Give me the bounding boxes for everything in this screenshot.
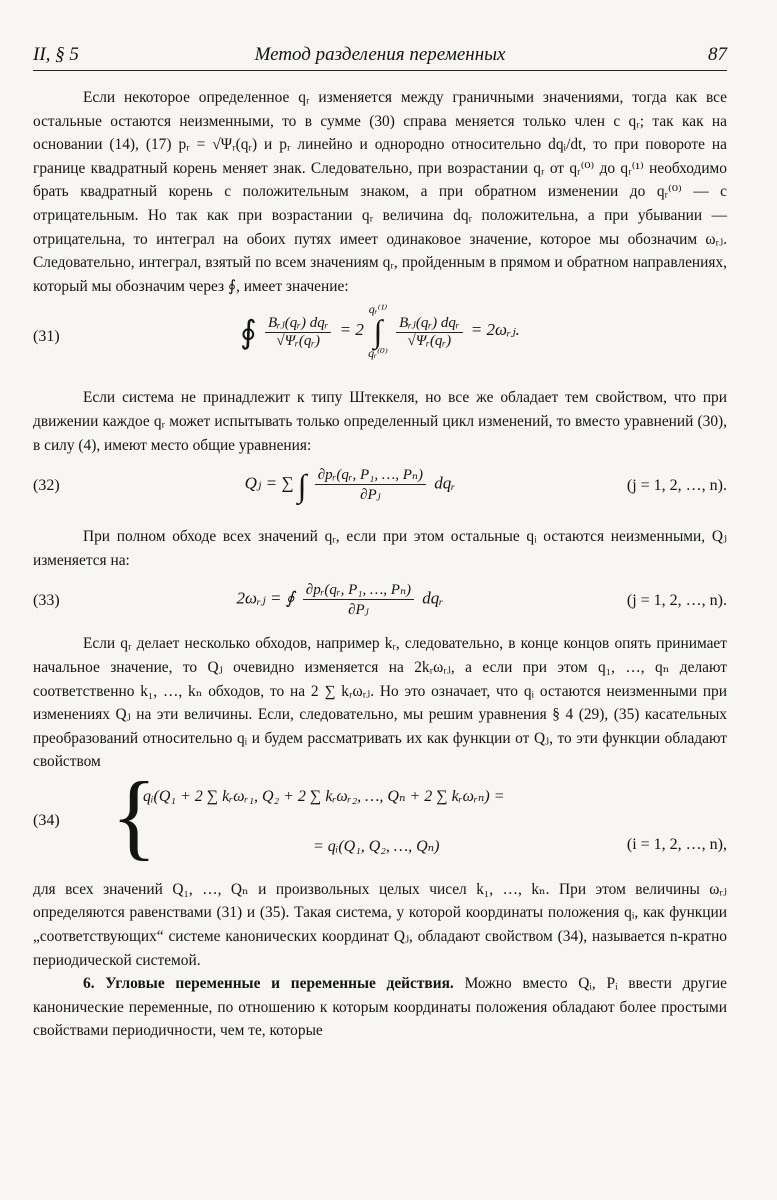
running-title: Метод разделения переменных: [254, 44, 506, 65]
differential: dqᵣ: [434, 473, 456, 493]
header-rule: [33, 70, 727, 71]
partial-fraction: [315, 465, 426, 504]
index-condition: (i = 1, 2, …, n),: [626, 835, 727, 853]
index-condition: (j = 1, 2, …, n).: [626, 592, 727, 610]
lhs-sum: Qⱼ = ∑: [244, 473, 294, 493]
page: [33, 40, 727, 1043]
numerator: ∂pᵣ(qᵣ, P₁, …, Pₙ): [303, 580, 414, 600]
contour-integral-sign: ∮: [240, 314, 257, 351]
rhs-fraction: [396, 313, 462, 350]
upper-limit: qᵣ⁽¹⁾: [368, 302, 388, 317]
paragraph-2: Если система не принадлежит к типу Штеккеля, но все же обладает тем свойством, что при движении каждое qᵣ может испытывать только определенный цикл изменений, то вместо уравнений (30), в силу (4), имеют место общие уравнения:: [33, 389, 727, 454]
section-heading: 6. Угловые переменные и переменные действия.: [83, 975, 454, 993]
numerator: ∂pᵣ(qᵣ, P₁, …, Pₙ): [315, 465, 426, 485]
denominator: ∂Pⱼ: [348, 602, 369, 619]
lower-limit: qᵣ⁽⁰⁾: [368, 346, 388, 361]
equation-34-line-2: = qᵢ(Q₁, Q₂, …, Qₙ): [313, 837, 440, 855]
equation-31: [33, 298, 727, 386]
equation-number-33: (33): [33, 592, 60, 610]
equation-number-31: (31): [33, 328, 60, 346]
equation-number-32: (32): [33, 477, 60, 495]
paragraph-6: [33, 972, 727, 1043]
differential: dqᵣ: [422, 588, 444, 608]
paragraph-1: Если некоторое определенное qᵣ изменяется между граничными значениями, тогда как все остальные остаются неизменными, то в сумме (30) справа меняется только член с qᵣ; так как на основании (14), (17) pᵣ = √Ψᵣ(qᵣ) и pᵣ линейно и однородно относительно dqᵢ/dt, то при повороте на границе квадратный корень меняет знак. Следовательно, при возрастании qᵣ от qᵣ⁽⁰⁾ до qᵣ⁽¹⁾ необходимо брать квадратный корень с положительным знаком, а при обратном изменении до qᵣ⁽⁰⁾ — с отрицательным. Но так как при возрастании qᵣ величина dqᵣ положительна, а при убывании — отрицательна, то интеграл на обоих путях имеет одинаковое значение, которое мы обозначим ωᵣⱼ. Следовательно, интеграл, взятый по всем значениям qᵣ, пройденным в прямом и обратном направлениях, который мы обозначим через ∮, имеет значение:: [33, 89, 727, 295]
paragraph-6-text: Можно вместо Qᵢ, Pᵢ ввести другие канонические переменные, по отношению к которым координаты положения обладают более простыми свойствами периодичности, чем те, которые: [33, 975, 727, 1040]
equation-34: [33, 761, 727, 878]
integral-with-limits: [368, 302, 388, 360]
equation-32: [33, 457, 727, 525]
lhs-fraction: [265, 313, 331, 350]
paragraph-4: Если qᵣ делает несколько обходов, например kᵣ, следовательно, в конце концов опять принимает начальное значение, то Qⱼ очевидно изменяется на 2kᵣωᵣⱼ, а если при этом q₁, …, qₙ делают соответственно k₁, …, kₙ обходов, то на 2 ∑ kᵣωᵣⱼ. Но это означает, что qᵢ остаются неизменными при изменениях Qⱼ на эти величины. Если, следовательно, мы решим уравнения § 4 (29), (35) касательных преобразований относительно qᵢ и будем рассматривать их как функции от Qⱼ, то эти функции обладают свойством: [33, 635, 727, 771]
rhs-value: = 2ωᵣⱼ.: [470, 320, 520, 340]
lhs-contour: 2ωᵣⱼ = ∮: [236, 588, 295, 608]
paragraph-3: При полном обходе всех значений qᵣ, если при этом остальные qᵢ остаются неизменными, Qⱼ изменяется на:: [33, 528, 727, 569]
chapter-section-label: II, § 5: [33, 44, 79, 65]
equals-two: = 2: [339, 320, 364, 340]
equation-34-line-1: qᵢ(Q₁ + 2 ∑ kᵣωᵣ₁, Q₂ + 2 ∑ kᵣωᵣ₂, …, Qₙ + 2 ∑ kᵣωᵣₙ) =: [143, 787, 505, 805]
lhs-denominator: √Ψᵣ(qᵣ): [276, 332, 321, 349]
index-condition: (j = 1, 2, …, n).: [626, 477, 727, 495]
page-number: 87: [708, 44, 727, 65]
denominator: ∂Pⱼ: [360, 487, 381, 504]
partial-fraction: [303, 580, 414, 619]
equation-number-34: (34): [33, 811, 60, 829]
left-brace: {: [111, 761, 158, 869]
integral-sign: ∫: [373, 313, 383, 350]
equation-33: [33, 572, 727, 632]
integral-sign: ∫: [297, 467, 307, 504]
paragraph-5: для всех значений Q₁, …, Qₙ и произвольных целых чисел k₁, …, kₙ. При этом величины ωᵣⱼ определяются равенствами (31) и (35). Такая система, у которой координаты положения qᵢ, как функции „соответствующих“ системе канонических координат Qⱼ, обладают свойством (34), называется n-кратно периодической системой.: [33, 880, 727, 969]
running-header: [33, 40, 727, 70]
rhs-numerator: Bᵣⱼ(qᵣ) dqᵣ: [396, 313, 462, 333]
rhs-denominator: √Ψᵣ(qᵣ): [407, 332, 452, 349]
lhs-numerator: Bᵣⱼ(qᵣ) dqᵣ: [265, 313, 331, 333]
